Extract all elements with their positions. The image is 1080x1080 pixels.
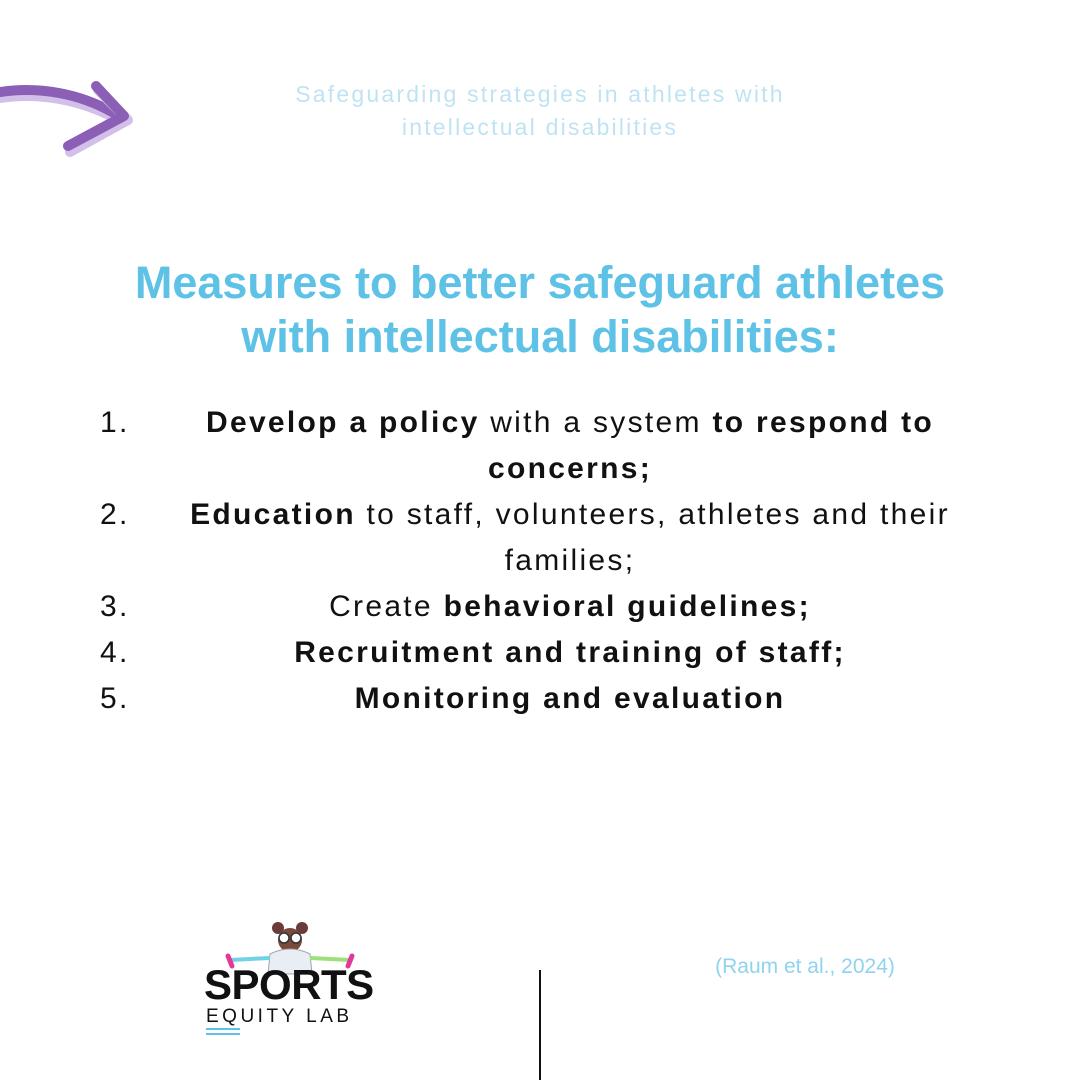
subtitle-line-1: Safeguarding strategies in athletes with (295, 81, 785, 107)
logo-underline (206, 1028, 240, 1038)
list-text: Monitoring and evaluation (354, 682, 786, 715)
title-line-1: Measures to better safeguard athletes (134, 257, 946, 308)
logo-word-sports: SPORTS (204, 961, 374, 1008)
vertical-divider (539, 970, 541, 1080)
sports-equity-lab-logo (200, 918, 380, 1040)
list-item (100, 492, 1000, 584)
list-number: 2. (100, 498, 130, 531)
list-item (100, 630, 1000, 676)
list-number: 3. (100, 590, 130, 623)
logo-word-equity-lab: EQUITY LAB (206, 1006, 353, 1027)
title-line-2: with intellectual disabilities: (241, 311, 839, 362)
list-item (100, 676, 1000, 722)
measures-list (100, 400, 1000, 722)
list-item (100, 584, 1000, 630)
list-text: Recruitment and training of staff; (294, 636, 846, 669)
citation: (Raum et al., 2024) (715, 955, 895, 978)
list-number: 4. (100, 636, 130, 669)
subtitle-line-2: intellectual disabilities (401, 114, 679, 140)
page-title (80, 256, 1000, 364)
list-text: Create behavioral guidelines; (329, 590, 811, 623)
arrow-icon (0, 80, 140, 160)
page-subtitle (240, 78, 840, 144)
list-item (100, 400, 1000, 492)
list-text: Develop a policy with a system to respond to concerns; (206, 406, 934, 485)
list-number: 5. (100, 682, 130, 715)
list-number: 1. (100, 406, 130, 439)
list-text: Education to staff, volunteers, athletes and their families; (190, 498, 950, 577)
